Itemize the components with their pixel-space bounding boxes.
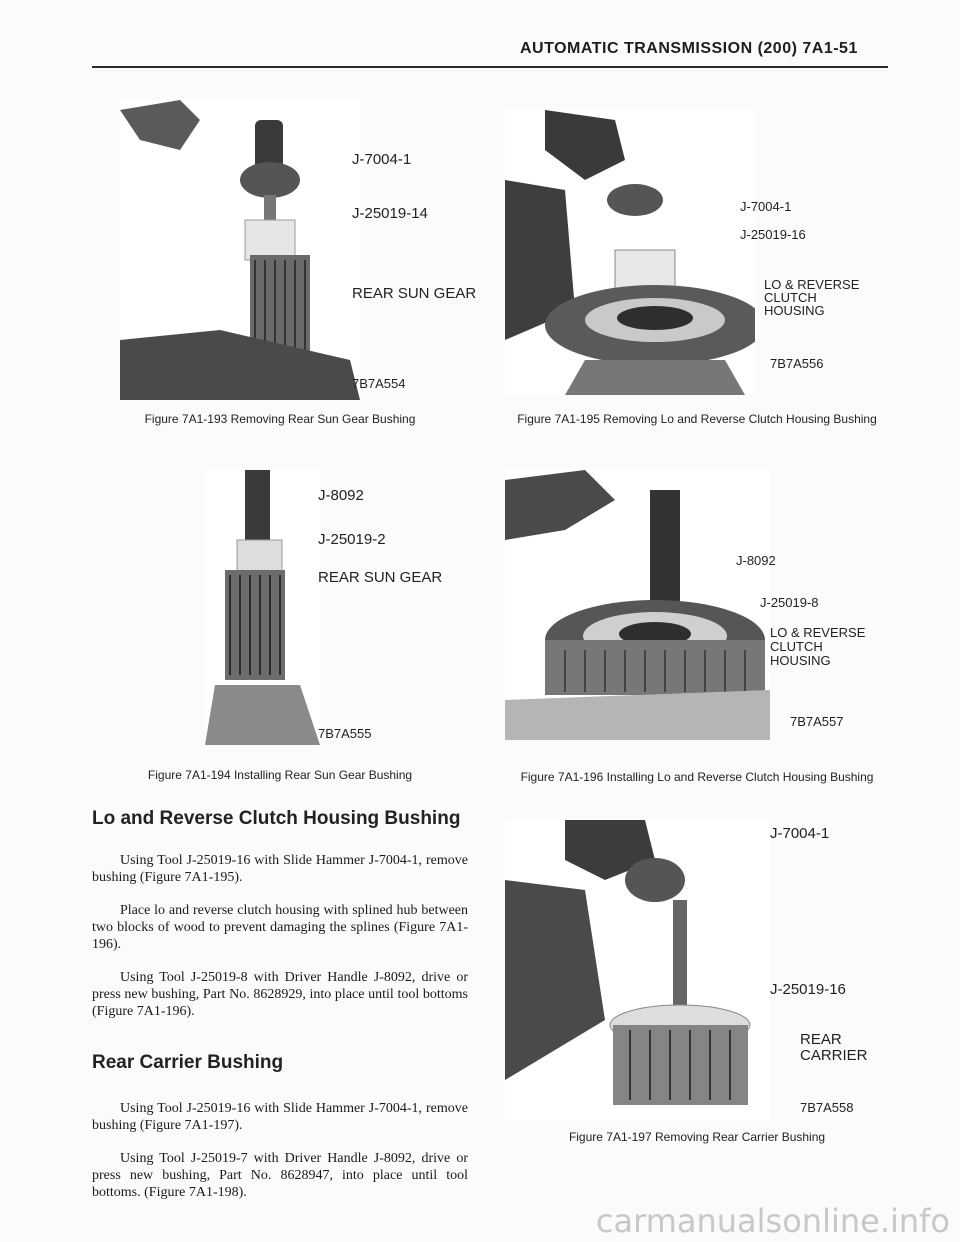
callout-label: CLUTCH (770, 639, 823, 654)
page-header-title: AUTOMATIC TRANSMISSION (200) 7A1-51 (520, 40, 858, 57)
callout-label: J-25019-8 (760, 595, 819, 610)
callout-label: REAR SUN GEAR (352, 285, 477, 302)
figure-caption: Figure 7A1-197 Removing Rear Carrier Bushing (568, 1130, 826, 1144)
body-paragraph: Using Tool J-25019-7 with Driver Handle J-8092, drive or press new bushing, Part No. 8628947, into place until tool bottoms. (Figure 7A1-198). (92, 1151, 468, 1200)
section-heading: Rear Carrier Bushing (92, 1052, 284, 1073)
body-paragraph: Place lo and reverse clutch housing with splined hub between two blocks of wood to prevent damaging the splines (Figure 7A1-196). (92, 903, 468, 952)
figure-photo-rear-carrier-removal (505, 820, 770, 1120)
callout-label: J-25019-16 (770, 981, 846, 998)
figure-caption: Figure 7A1-195 Removing Lo and Reverse Clutch Housing Bushing (517, 412, 877, 426)
callout-label: J-7004-1 (770, 825, 830, 842)
callout-label: REAR SUN GEAR (318, 569, 443, 586)
figure-id: 7B7A555 (318, 726, 372, 741)
section-heading: Lo and Reverse Clutch Housing Bushing (92, 808, 461, 829)
figure-photo-lo-reverse-removal (505, 110, 755, 395)
photo-illustration (505, 110, 755, 395)
watermark-text: carmanualsonline.info (595, 1202, 950, 1240)
photo-illustration (120, 100, 360, 400)
header-rule (92, 66, 888, 68)
callout-label: HOUSING (764, 303, 825, 318)
callout-label: J-7004-1 (740, 199, 792, 214)
photo-illustration (205, 470, 320, 745)
body-paragraph: Using Tool J-25019-8 with Driver Handle J-8092, drive or press new bushing, Part No. 8628929, into place until tool bottoms (Figure 7A1-196). (92, 970, 468, 1019)
figure-caption: Figure 7A1-196 Installing Lo and Reverse Clutch Housing Bushing (520, 770, 874, 784)
callout-label: CARRIER (800, 1047, 868, 1064)
figure-id: 7B7A554 (352, 376, 406, 391)
callout-label: J-25019-16 (740, 227, 806, 242)
photo-illustration (505, 820, 770, 1120)
body-paragraph: Using Tool J-25019-16 with Slide Hammer J-7004-1, remove bushing (Figure 7A1-195). (92, 853, 468, 885)
figure-id: 7B7A557 (790, 714, 844, 729)
photo-illustration (505, 470, 770, 740)
figure-photo-rear-sun-gear-removal (120, 100, 360, 400)
figure-photo-lo-reverse-install (505, 470, 770, 740)
callout-label: REAR (800, 1031, 842, 1048)
figure-photo-rear-sun-gear-install (205, 470, 320, 745)
figure-caption: Figure 7A1-194 Installing Rear Sun Gear Bushing (147, 768, 413, 782)
callout-label: J-8092 (736, 553, 776, 568)
figure-id: 7B7A556 (770, 356, 824, 371)
callout-label: J-8092 (318, 487, 364, 504)
figure-caption: Figure 7A1-193 Removing Rear Sun Gear Bushing (144, 412, 416, 426)
callout-label: CLUTCH (764, 290, 817, 305)
callout-label: HOUSING (770, 653, 831, 668)
figure-id: 7B7A558 (800, 1100, 854, 1115)
callout-label: LO & REVERSE (764, 277, 860, 292)
body-paragraph: Using Tool J-25019-16 with Slide Hammer J-7004-1, remove bushing (Figure 7A1-197). (92, 1101, 468, 1133)
callout-label: J-25019-2 (318, 531, 386, 548)
callout-label: J-25019-14 (352, 205, 428, 222)
callout-label: LO & REVERSE (770, 625, 866, 640)
callout-label: J-7004-1 (352, 151, 412, 168)
